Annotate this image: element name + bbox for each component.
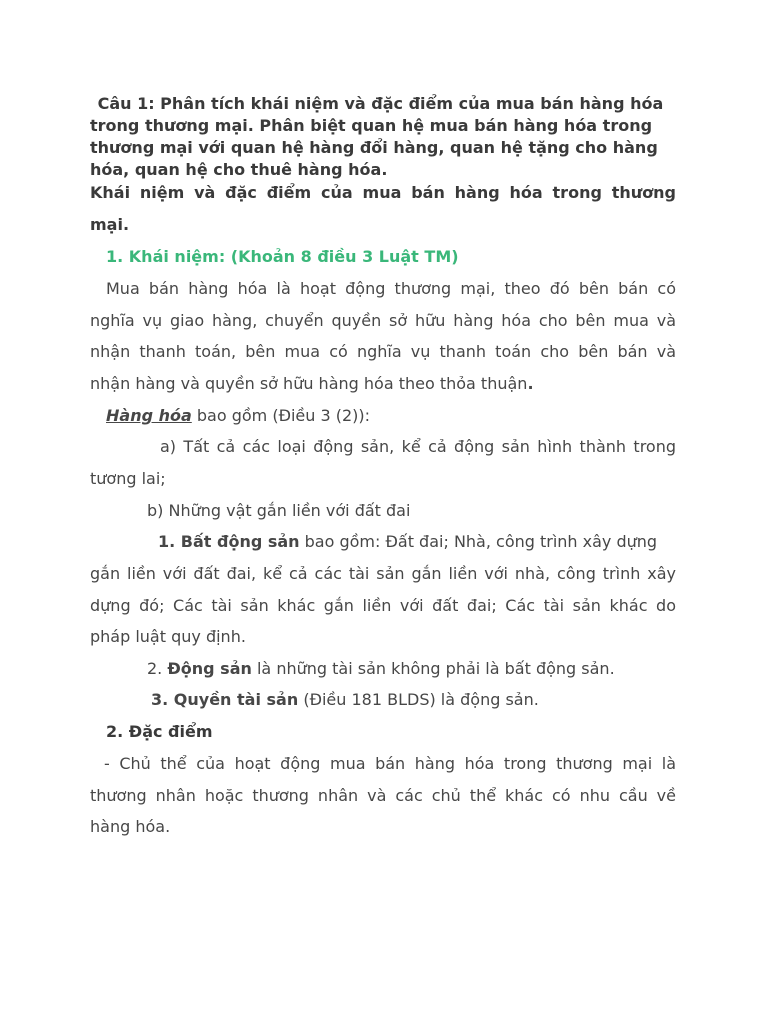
- concept-paragraph-line-3: nhận thanh toán, bên mua có nghĩa vụ thanh toán cho bên bán và: [90, 342, 676, 361]
- features-paragraph-line-3: hàng hóa.: [90, 817, 171, 836]
- property-rights-rest: (Điều 181 BLDS) là động sản.: [298, 690, 539, 709]
- concept-paragraph-period: .: [527, 374, 534, 393]
- question-line-2: trong thương mại. Phân biệt quan hệ mua bán hàng hóa trong: [90, 116, 653, 135]
- real-estate-line-2: gắn liền với đất đai, kể cả các tài sản gắn liền với nhà, công trình xây: [90, 564, 676, 583]
- concept-paragraph-line-4-text: nhận hàng và quyền sở hữu hàng hóa theo thỏa thuận: [90, 374, 528, 393]
- movable-term: Động sản: [167, 659, 252, 678]
- concept-paragraph-line-4: [90, 374, 534, 394]
- property-rights-number: 3.: [151, 690, 174, 709]
- property-rights-line: [151, 690, 539, 710]
- section-title-line-2: mại.: [90, 215, 130, 234]
- movable-rest: là những tài sản không phải là bất động sản.: [251, 659, 615, 678]
- real-estate-term: Bất động sản: [180, 532, 300, 551]
- movable-property-line: [147, 659, 615, 679]
- goods-item-b: b) Những vật gắn liền với đất đai: [147, 501, 411, 520]
- real-estate-line-1-rest: bao gồm: Đất đai; Nhà, công trình xây dựng: [299, 532, 658, 551]
- concept-heading: 1. Khái niệm: (Khoản 8 điều 3 Luật TM): [106, 247, 459, 266]
- real-estate-line-1: [158, 532, 657, 552]
- movable-number: 2.: [147, 659, 168, 678]
- concept-paragraph-line-2: nghĩa vụ giao hàng, chuyển quyền sở hữu hàng hóa cho bên mua và: [90, 311, 676, 330]
- goods-item-a-line-1: a) Tất cả các loại động sản, kể cả động sản hình thành trong: [160, 437, 676, 456]
- question-line-1: Câu 1: Phân tích khái niệm và đặc điểm của mua bán hàng hóa: [92, 94, 664, 113]
- real-estate-number: 1.: [158, 532, 181, 551]
- question-line-4: hóa, quan hệ cho thuê hàng hóa.: [90, 160, 388, 179]
- section-title-line-1: Khái niệm và đặc điểm của mua bán hàng hóa trong thương: [90, 183, 676, 202]
- property-rights-term: Quyền tài sản: [173, 690, 299, 709]
- features-paragraph-line-2: thương nhân hoặc thương nhân và các chủ thể khác có nhu cầu về: [90, 786, 676, 805]
- real-estate-line-3: dựng đó; Các tài sản khác gắn liền với đất đai; Các tài sản khác do: [90, 596, 676, 615]
- features-heading: 2. Đặc điểm: [106, 722, 213, 741]
- concept-paragraph-line-1: Mua bán hàng hóa là hoạt động thương mại, theo đó bên bán có: [106, 279, 676, 298]
- goods-item-a-line-2: tương lai;: [90, 469, 166, 488]
- goods-term: Hàng hóa: [106, 406, 192, 425]
- features-paragraph-line-1: - Chủ thể của hoạt động mua bán hàng hóa trong thương mại là: [104, 754, 676, 773]
- goods-intro: [106, 406, 370, 426]
- question-line-3: thương mại với quan hệ hàng đổi hàng, quan hệ tặng cho hàng: [90, 138, 658, 157]
- goods-intro-rest: bao gồm (Điều 3 (2)):: [191, 406, 371, 425]
- real-estate-line-4: pháp luật quy định.: [90, 627, 246, 646]
